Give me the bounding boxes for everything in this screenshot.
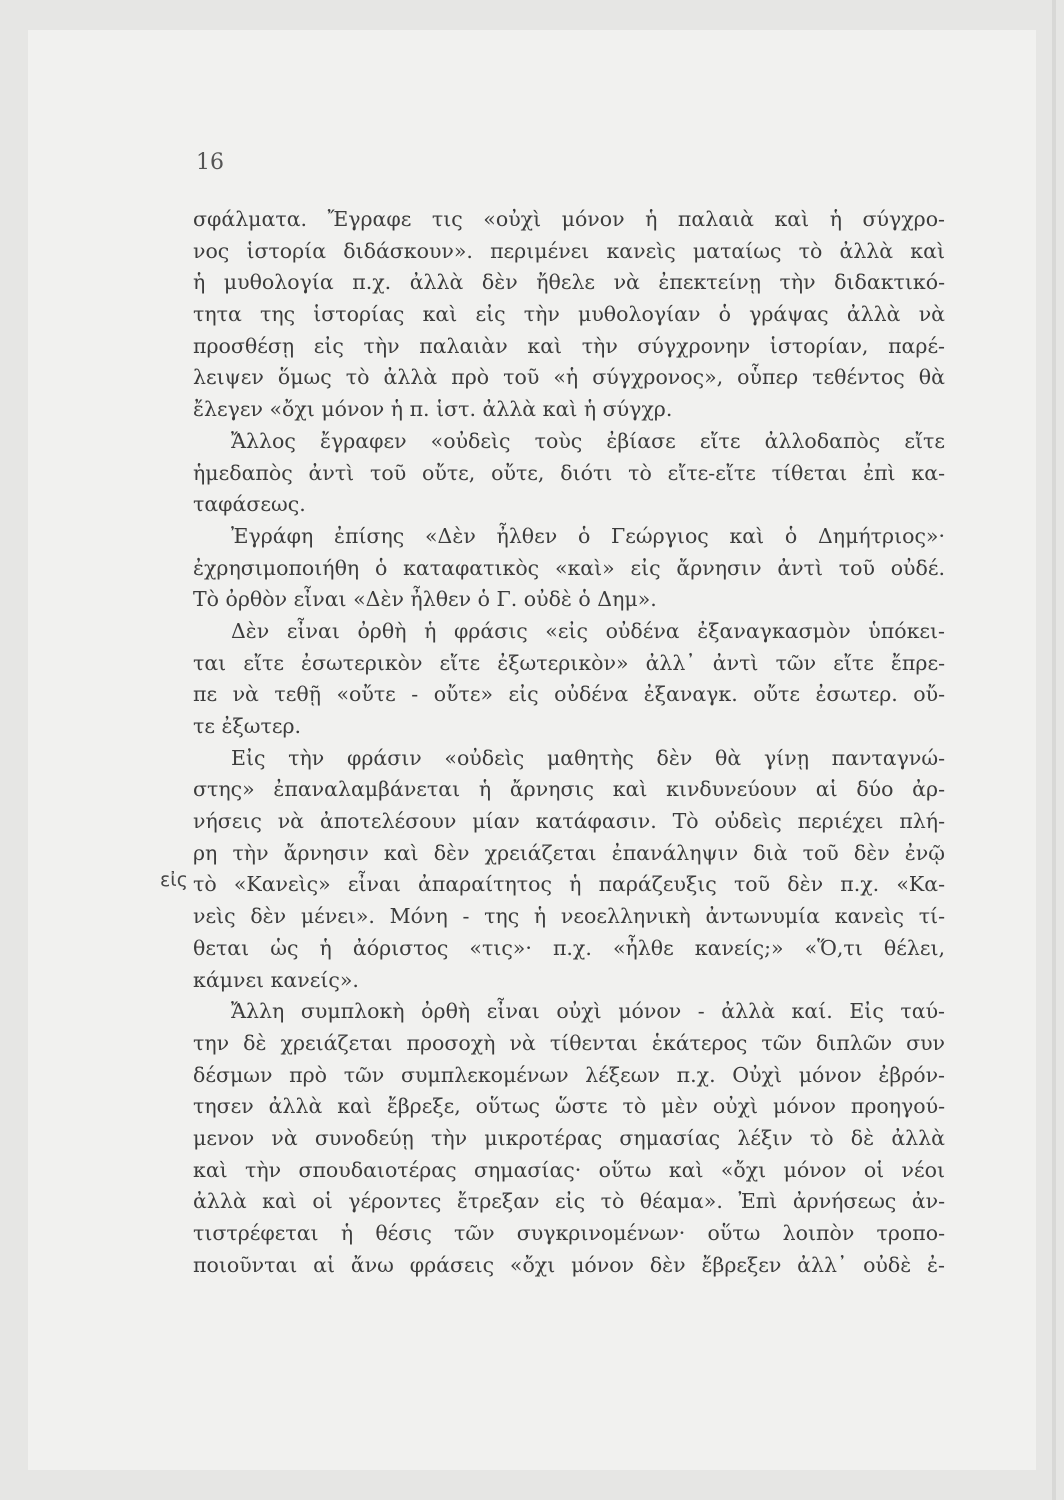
text-line: νος ἱστορία διδάσκουν». περιμένει κανεὶς ματαίως τὸ ἀλλὰ καὶ xyxy=(193,238,945,263)
body-text xyxy=(193,204,945,1281)
text-line: σφάλματα. Ἔγραφε τις «οὐχὶ μόνον ἡ παλαιὰ καὶ ἡ σύγχρο- xyxy=(193,207,945,231)
text-line: ται εἴτε ἐσωτερικὸν εἴτε ἐξωτερικὸν» ἀλλ᾽ ἀντὶ τῶν εἴτε ἔπρε- xyxy=(193,650,945,675)
text-line: τὸ «Κανεὶς» εἶναι ἀπαραίτητος ἡ παράζευξις τοῦ δὲν π.χ. «Κα- xyxy=(193,872,945,897)
text-line: ταφάσεως. xyxy=(193,492,306,517)
text-line: Ἐγράφη ἐπίσης «Δὲν ἦλθεν ὁ Γεώργιος καὶ ὁ Δημήτριος»· xyxy=(231,523,945,548)
text-line: ἡ μυθολογία π.χ. ἀλλὰ δὲν ἤθελε νὰ ἐπεκτείνῃ τὴν διδακτικό- xyxy=(193,270,945,295)
text-line: ἔλεγεν «ὄχι μόνον ἡ π. ἱστ. ἀλλὰ καὶ ἡ σύγχρ. xyxy=(193,397,673,422)
text-line: λειψεν ὅμως τὸ ἀλλὰ πρὸ τοῦ «ἡ σύγχρονος», οὗπερ τεθέντος θὰ xyxy=(193,365,945,390)
text-line: ρη τὴν ἄρνησιν καὶ δὲν χρειάζεται ἐπανάληψιν διὰ τοῦ δὲν ἐνῷ xyxy=(193,840,945,865)
text-line: νήσεις νὰ ἀποτελέσουν μίαν κατάφασιν. Τὸ οὐδεὶς περιέχει πλή- xyxy=(193,809,945,834)
text-line: μενον νὰ συνοδεύῃ τὴν μικροτέρας σημασίας λέξιν τὸ δὲ ἀλλὰ xyxy=(193,1125,945,1150)
text-line: Ἄλλη συμπλοκὴ ὀρθὴ εἶναι οὐχὶ μόνον - ἀλλὰ καί. Εἰς ταύ- xyxy=(231,999,945,1024)
text-line: τησεν ἀλλὰ καὶ ἔβρεξε, οὕτως ὥστε τὸ μὲν οὐχὶ μόνον προηγού- xyxy=(193,1094,945,1119)
text-line: τιστρέφεται ἡ θέσις τῶν συγκρινομένων· οὕτω λοιπὸν τροπο- xyxy=(193,1221,945,1245)
text-line: ἐχρησιμοποιήθη ὁ καταφατικὸς «καὶ» εἰς ἄρνησιν ἀντὶ τοῦ οὐδέ. xyxy=(193,555,945,580)
text-line: ἡμεδαπὸς ἀντὶ τοῦ οὔτε, οὔτε, διότι τὸ εἴτε-εἴτε τίθεται ἐπὶ κα- xyxy=(193,460,945,485)
text-line: Δὲν εἶναι ὀρθὴ ἡ φράσις «εἰς οὐδένα ἐξαναγκασμὸν ὑπόκει- xyxy=(231,618,945,643)
text-line: Ἄλλος ἔγραφεν «οὐδεὶς τοὺς ἐβίασε εἴτε ἀλλοδαπὸς εἴτε xyxy=(231,428,945,453)
text-line: στης» ἐπαναλαμβάνεται ἡ ἄρνησις καὶ κινδυνεύουν αἱ δύο ἀρ- xyxy=(193,777,945,802)
text-line: τητα της ἱστορίας καὶ εἰς τὴν μυθολογίαν ὁ γράψας ἀλλὰ νὰ xyxy=(193,302,945,327)
text-line: τε ἐξωτερ. xyxy=(193,714,302,738)
text-line: πε νὰ τεθῇ «οὔτε - οὔτε» εἰς οὐδένα ἐξαναγκ. οὔτε ἐσωτερ. οὔ- xyxy=(193,682,945,707)
text-line: ἀλλὰ καὶ οἱ γέροντες ἔτρεξαν εἰς τὸ θέαμα». Ἐπὶ ἀρνήσεως ἀν- xyxy=(193,1189,945,1214)
text-line: προσθέσῃ εἰς τὴν παλαιὰν καὶ τὴν σύγχρονην ἱστορίαν, παρέ- xyxy=(193,333,945,358)
text-line: κάμνει κανείς». xyxy=(193,967,359,992)
text-line: ποιοῦνται αἱ ἄνω φράσεις «ὄχι μόνον δὲν ἔβρεξεν ἀλλ᾽ οὐδὲ ἐ- xyxy=(193,1252,945,1277)
text-line: καὶ τὴν σπουδαιοτέρας σημασίας· οὕτω καὶ «ὄχι μόνον οἱ νέοι xyxy=(193,1157,945,1182)
text-line: δέσμων πρὸ τῶν συμπλεκομένων λέξεων π.χ. Οὐχὶ μόνον ἐβρόν- xyxy=(193,1062,945,1087)
text-line: Τὸ ὀρθὸν εἶναι «Δὲν ἦλθεν ὁ Γ. οὐδὲ ὁ Δημ». xyxy=(193,587,657,612)
page-number: 16 xyxy=(196,150,224,175)
text-line: θεται ὡς ἡ ἀόριστος «τις»· π.χ. «ἦλθε κανείς;» «Ὅ,τι θέλει, xyxy=(193,935,945,960)
text-line: την δὲ χρειάζεται προσοχὴ νὰ τίθενται ἑκάτερος τῶν διπλῶν συν xyxy=(193,1030,945,1055)
text-line: Εἰς τὴν φράσιν «οὐδεὶς μαθητὴς δὲν θὰ γίνῃ πανταγνώ- xyxy=(231,745,945,770)
text-line: νεὶς δὲν μένει». Μόνη - της ἡ νεοελληνικὴ ἀντωνυμία κανεὶς τί- xyxy=(193,904,945,929)
scan-edge xyxy=(1052,0,1056,1500)
margin-annotation: εἰς xyxy=(160,869,188,891)
